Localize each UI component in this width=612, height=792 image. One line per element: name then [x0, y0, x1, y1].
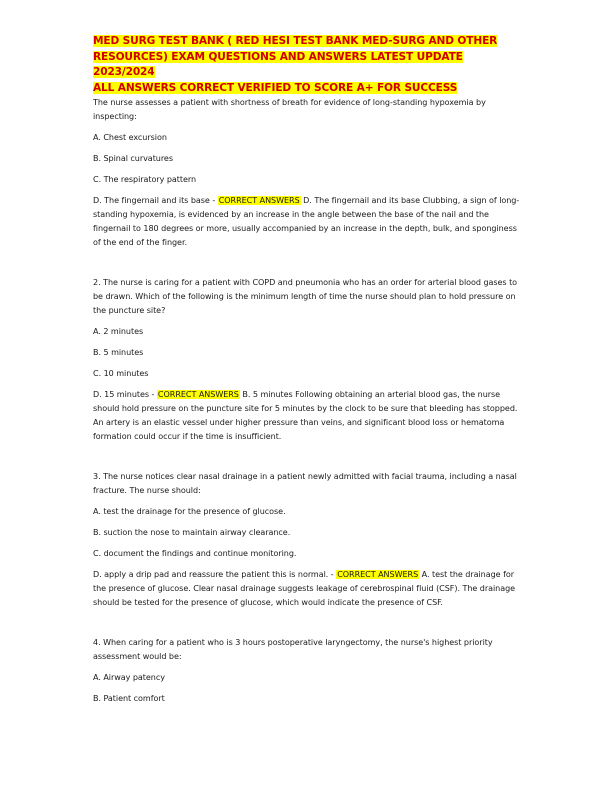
- question-1-stem: The nurse assesses a patient with shortness of breath for evidence of long-standing hypoxemia by inspecting:: [93, 98, 486, 121]
- question-3: [93, 470, 523, 610]
- question-3-stem: 3. The nurse notices clear nasal drainage in a patient newly admitted with facial trauma, including a nasal fracture. The nurse should:: [93, 472, 517, 495]
- question-3-answer: [93, 568, 523, 610]
- document-content: [93, 34, 523, 706]
- document-title: [93, 34, 523, 96]
- question-3-explanation: A. test the drainage for the presence of glucose. Clear nasal drainage suggests leakage of cerebrospinal fluid (CSF). The drainage should be tested for the presence of glucose, which would indicate the presence of CSF.: [93, 570, 516, 607]
- question-4-stem: 4. When caring for a patient who is 3 hours postoperative laryngectomy, the nurse's highest priority assessment would be:: [93, 638, 493, 661]
- question-1-explanation: D. The fingernail and its base Clubbing, a sign of long-standing hypoxemia, is evidenced by an increase in the angle between the base of the nail and the fingernail to 180 degrees or more, usually accompanied by an increase in the depth, bulk, and sponginess of the end of the finger.: [93, 196, 520, 247]
- question-1-option-a: A. Chest excursion: [93, 133, 167, 142]
- title-line-2: RESOURCES) EXAM QUESTIONS AND ANSWERS LATEST UPDATE 2023/2024: [93, 50, 463, 78]
- question-3-option-d: D. apply a drip pad and reassure the patient this is normal. -: [93, 570, 334, 579]
- question-3-option-a: A. test the drainage for the presence of glucose.: [93, 507, 286, 516]
- question-2-option-c: C. 10 minutes: [93, 369, 149, 378]
- question-2-answer: [93, 388, 523, 444]
- question-2-option-d: D. 15 minutes -: [93, 390, 155, 399]
- question-2-explanation: B. 5 minutes Following obtaining an arterial blood gas, the nurse should hold pressure on the puncture site for 5 minutes by the clock to be sure that bleeding has stopped. An artery is an elastic vessel under higher pressure than veins, and significant blood loss or hematoma formation could occur if the time is insufficient.: [93, 390, 518, 441]
- title-line-1: MED SURG TEST BANK ( RED HESI TEST BANK MED-SURG AND OTHER: [93, 35, 498, 47]
- correct-answer-badge: CORRECT ANSWERS: [218, 196, 300, 205]
- correct-answer-badge: CORRECT ANSWERS: [157, 390, 239, 399]
- question-3-option-c: C. document the findings and continue monitoring.: [93, 549, 297, 558]
- question-1-option-c: C. The respiratory pattern: [93, 175, 197, 184]
- question-2-option-a: A. 2 minutes: [93, 327, 144, 336]
- title-line-3: ALL ANSWERS CORRECT VERIFIED TO SCORE A+ FOR SUCCESS: [93, 81, 458, 94]
- question-1-option-b: B. Spinal curvatures: [93, 154, 173, 163]
- question-2: [93, 276, 523, 444]
- question-1-option-d: D. The fingernail and its base -: [93, 196, 216, 205]
- question-4: [93, 636, 523, 706]
- question-2-stem: 2. The nurse is caring for a patient with COPD and pneumonia who has an order for arterial blood gases to be drawn. Which of the following is the minimum length of time the nurse should plan to hold pressure on the puncture site?: [93, 278, 518, 315]
- question-4-option-b: B. Patient comfort: [93, 694, 165, 703]
- question-1: [93, 96, 523, 250]
- question-2-option-b: B. 5 minutes: [93, 348, 144, 357]
- question-4-option-a: A. Airway patency: [93, 673, 165, 682]
- question-3-option-b: B. suction the nose to maintain airway clearance.: [93, 528, 291, 537]
- correct-answer-badge: CORRECT ANSWERS: [337, 570, 419, 579]
- question-1-answer: [93, 194, 523, 250]
